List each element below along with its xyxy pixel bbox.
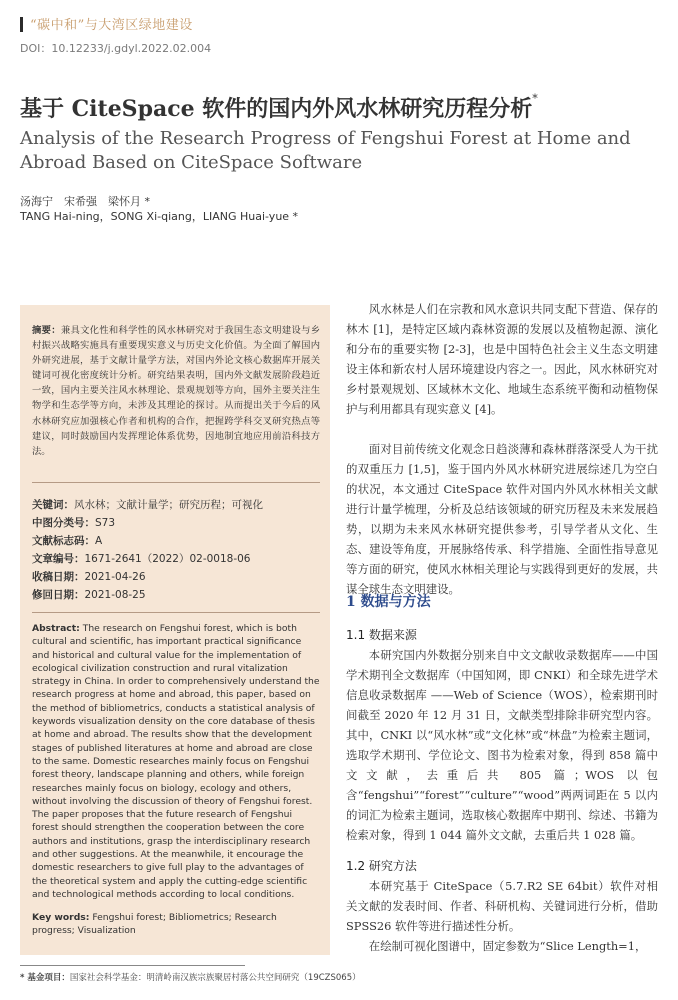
doc-code	[32, 533, 320, 548]
abstract-cn-text: 兼具文化性和科学性的风水林研究对于我国生态文明建设与乡村振兴战略实施具有重要现实意义与历史文化价值。为全面了解国内外研究进展，基于文献计量学方法，对国内外论文核心数据库开展关键词可视化密度统计分析。研究结果表明，国内外文献发展阶段趋近一致，国内主要关注风水林理论、景观规划等方向，国外主要关注生物学和生态学等方向，未涉及其理论的探讨。从而提出关于今后的风水林研究应加强核心作者和机构的合作，把握跨学科交叉研究热点等建议，同时鼓励国内发挥理论体系优势，因地制宜地应用前沿科技方法。	[32, 325, 320, 457]
abstract-divider	[32, 482, 320, 483]
section-heading-1: 1 数据与方法	[346, 594, 431, 610]
abstract-cn-label: 摘要：	[32, 325, 61, 336]
meta-divider	[32, 612, 320, 613]
body-paragraph-3: 本研究国内外数据分别来自中文文献收录数据库——中国学术期刊全文数据库（中国知网，即 CNKI）和全球先进学术信息收录数据库 ——Web of Science（WOS），检索期刊时间截至 2020 年 12 月 31 日，文献类型排除非研究型内容。其中，CNKI 以“风水林”或“文化林”或“林盘”为检索主题词，选取学术期刊、学位论文、图书为检索对象，得到 858 篇中文文献，去重后共 805 篇；WOS 以包含“fengshui”“forest”“culture”“wood”两两词距在 5 以内的词汇为检索主题词，选取核心数据库中期刊、综述、书籍为检索对象，得到 1 044 篇外文文献，去重后共 1 028 篇。	[346, 648, 658, 842]
keywords-en-value: Fengshui forest; Bibliometrics; Research progress; Visualization	[32, 912, 277, 937]
received-date	[32, 569, 320, 584]
doi: DOI：10.12233/j.gdyl.2022.02.004	[20, 42, 212, 55]
keywords-cn-label: 关键词：	[32, 499, 74, 511]
authors-en: TANG Hai-ning，SONG Xi-qiang，LIANG Huai-yue *	[20, 210, 299, 223]
abstract-en-label: Abstract:	[32, 623, 80, 634]
column-title: “碳中和”与大湾区绿地建设	[30, 18, 193, 33]
body-paragraph-5: 在绘制可视化图谱中，固定参数为“Slice Length=1，	[368, 939, 647, 953]
body-paragraph-4: 本研究基于 CiteSpace（5.7.R2 SE 64bit）软件对相关文献的发表时间、作者、科研机构、关键词进行分析，借助 SPSS26 软件等进行描述性分析。	[346, 879, 658, 933]
doc-code-value: A	[95, 535, 103, 547]
clc-value: S73	[95, 517, 116, 529]
abstract-cn	[32, 323, 320, 459]
abstract-en	[32, 622, 320, 901]
keywords-en-label: Key words:	[32, 912, 90, 923]
keywords-cn-value: 风水林；文献计量学；研究历程；可视化	[74, 499, 263, 511]
article-number-value: 1671-2641（2022）02-0018-06	[84, 553, 251, 565]
funding-text: 国家社会科学基金：明清岭南汉族宗族聚居村落公共空间研究（19CZS065）	[69, 973, 361, 983]
subsection-heading-1-2: 1.2 研究方法	[346, 859, 417, 873]
title-footnote-mark: *	[532, 92, 538, 105]
abstract-en-text: The research on Fengshui forest, which is both cultural and scientific, has important practical significance and historical and cultural value for the implementation of ecological civilization construction and rural vitalization strategy in China. In order to comprehensively understand the research progress at home and abroad, this paper, based on the method of bibliometrics, conducts a statistical analysis of keywords visualization density on the core database of thesis at home and abroad. The results show that the development stages of published literatures at home and abroad are close to the same. Domestic researches mainly focus on Fengshui forest theory, landscape planning and others, while foreign researches mainly focus on biology, ecology and others, without involving the discussion of theory of Fengshui forest. The paper proposes that the future research of Fengshui forest should strengthen the cooperation between the core authors and institutions, grasp the interdisciplinary research and other suggestions. At the meanwhile, it encourage the domestic researchers to give full play to the advantages of the theoretical system and apply the cutting-edge scientific and technological methods according to local conditions.	[32, 623, 320, 900]
clc-label: 中图分类号：	[32, 517, 95, 529]
body-paragraph-2: 面对目前传统文化观念日趋淡薄和森林群落深受人为干扰的双重压力 [1,5]，鉴于国内外风水林研究进展综述几为空白的状况，本文通过 CiteSpace 软件对国内外风水林相关文献进行计量学梳理，分析及总结该领域的研究历程及未来发展趋势，以期为未来风水林研究提供参考，引导学者从文化、生态、建设等角度，开展脉络传承、科学措施、全面性指导意见等方面的研究，使风水林相关理论与实践得到更好的发展，共谋全球生态文明建设。	[346, 442, 658, 596]
title-en: Analysis of the Research Progress of Fengshui Forest at Home and Abroad Based on CiteSpace Software	[20, 128, 631, 173]
body-paragraph-1: 风水林是人们在宗教和风水意识共同支配下营造、保存的林木 [1]，是特定区域内森林资源的发展以及植物起源、演化和分布的重要实物 [2-3]，也是中国特色社会主义生态文明建设主体和新农村人居环境建设内容之一。因此，风水林研究对乡村景观规划、区域林木文化、地域生态系统平衡和动植物保护与利用都具有现实意义 [4]。	[346, 302, 658, 416]
keywords-en	[32, 911, 320, 938]
subsection-heading-1-1: 1.1 数据来源	[346, 628, 417, 642]
article-number	[32, 551, 320, 566]
article-number-label: 文章编号：	[32, 553, 85, 565]
revised-date	[32, 587, 320, 602]
received-date-value: 2021-04-26	[84, 571, 146, 583]
revised-date-label: 修回日期：	[32, 589, 85, 601]
title-cn-text: 基于 CiteSpace 软件的国内外风水林研究历程分析	[20, 96, 533, 122]
footnote-rule	[20, 965, 245, 966]
keywords-cn	[32, 497, 320, 512]
received-date-label: 收稿日期：	[32, 571, 85, 583]
header-accent-bar	[20, 17, 23, 32]
funding-note	[20, 971, 361, 983]
clc-number	[32, 515, 320, 530]
authors-cn: 汤海宁 宋希强 梁怀月 *	[20, 195, 150, 208]
funding-label: * 基金项目：	[20, 973, 70, 983]
title-cn	[20, 92, 538, 123]
doc-code-label: 文献标志码：	[32, 535, 95, 547]
revised-date-value: 2021-08-25	[84, 589, 146, 601]
